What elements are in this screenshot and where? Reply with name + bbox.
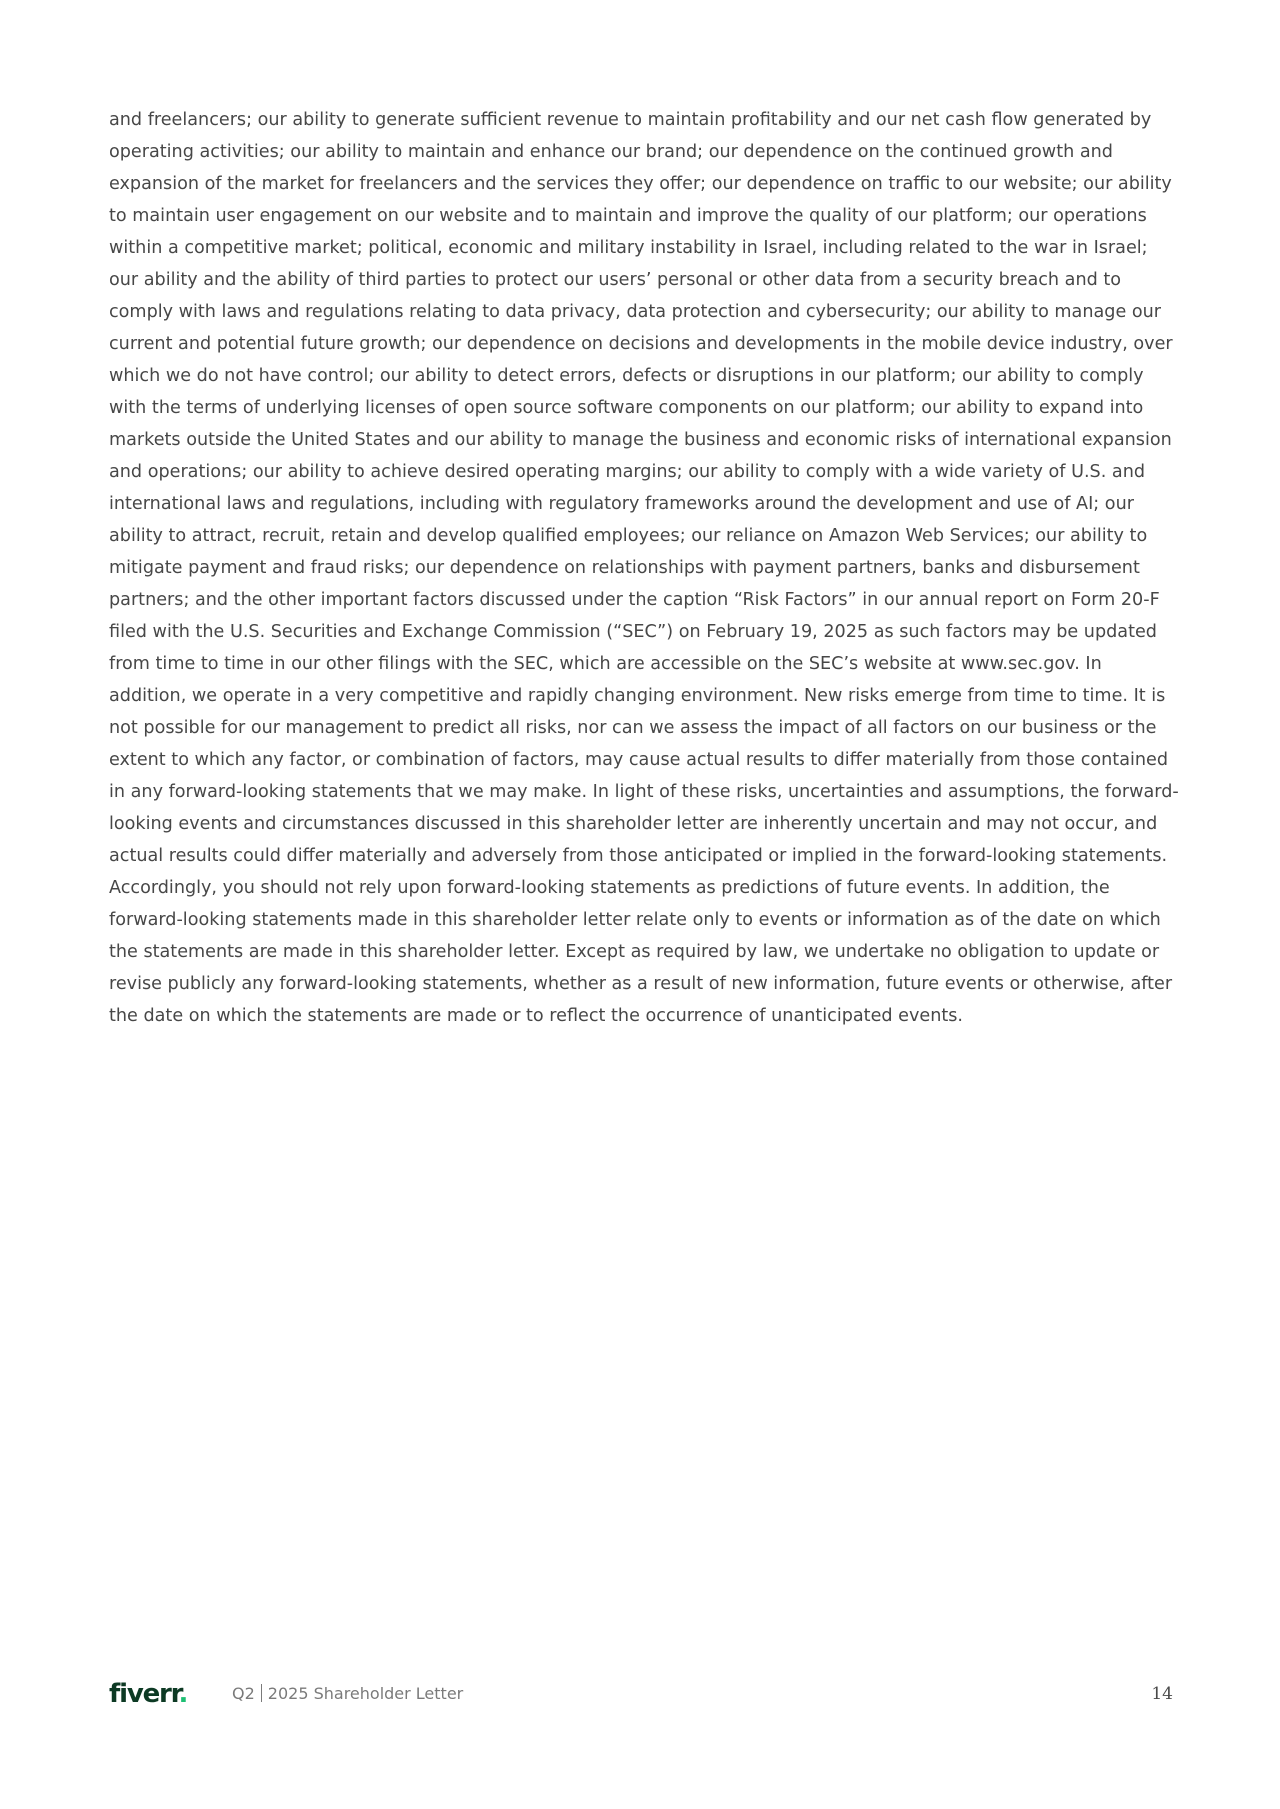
page-number: 14 bbox=[1151, 1684, 1173, 1704]
fiverr-logo bbox=[109, 1678, 187, 1710]
footer-divider bbox=[261, 1684, 262, 1702]
footer-document-title bbox=[232, 1683, 463, 1705]
footer-quarter: Q2 bbox=[232, 1684, 255, 1703]
footer-title: 2025 Shareholder Letter bbox=[267, 1684, 464, 1703]
logo-wordmark: fiverr bbox=[109, 1679, 179, 1709]
page-footer bbox=[109, 1678, 1173, 1718]
forward-looking-statements-paragraph: and freelancers; our ability to generate sufficient revenue to maintain profitability and our net cash flow generated by operating activities; our ability to maintain and enhance our brand; our dependence on the continued growth and expansion of the market for freelancers and the services they offer; our dependence on traffic to our website; our ability to maintain user engagement on our website and to maintain and improve the quality of our platform; our operations within a competitive market; political, economic and military instability in Israel, including related to the war in Israel; our ability and the ability of third parties to protect our users’ personal or other data from a security breach and to comply with laws and regulations relating to data privacy, data protection and cybersecurity; our ability to manage our current and potential future growth; our dependence on decisions and developments in the mobile device industry, over which we do not have control; our ability to detect errors, defects or disruptions in our platform; our ability to comply with the terms of underlying licenses of open source software components on our platform; our ability to expand into markets outside the United States and our ability to manage the business and economic risks of international expansion and operations; our ability to achieve desired operating margins; our ability to comply with a wide variety of U.S. and international laws and regulations, including with regulatory frameworks around the development and use of AI; our ability to attract, recruit, retain and develop qualified employees; our reliance on Amazon Web Services; our ability to mitigate payment and fraud risks; our dependence on relationships with payment partners, banks and disbursement partners; and the other important factors discussed under the caption “Risk Factors” in our annual report on Form 20-F filed with the U.S. Securities and Exchange Commission (“SEC”) on February 19, 2025 as such factors may be updated from time to time in our other filings with the SEC, which are accessible on the SEC’s website at www.sec.gov. In addition, we operate in a very competitive and rapidly changing environment. New risks emerge from time to time. It is not possible for our management to predict all risks, nor can we assess the impact of all factors on our business or the extent to which any factor, or combination of factors, may cause actual results to differ materially from those contained in any forward-looking statements that we may make. In light of these risks, uncertainties and assumptions, the forward-looking events and circumstances discussed in this shareholder letter are inherently uncertain and may not occur, and actual results could differ materially and adversely from those anticipated or implied in the forward-looking statements. Accordingly, you should not rely upon forward-looking statements as predictions of future events. In addition, the forward-looking statements made in this shareholder letter relate only to events or information as of the date on which the statements are made in this shareholder letter. Except as required by law, we undertake no obligation to update or revise publicly any forward-looking statements, whether as a result of new information, future events or otherwise, after the date on which the statements are made or to reflect the occurrence of unanticipated events. bbox=[109, 110, 1179, 1026]
logo-dot: . bbox=[178, 1679, 188, 1709]
